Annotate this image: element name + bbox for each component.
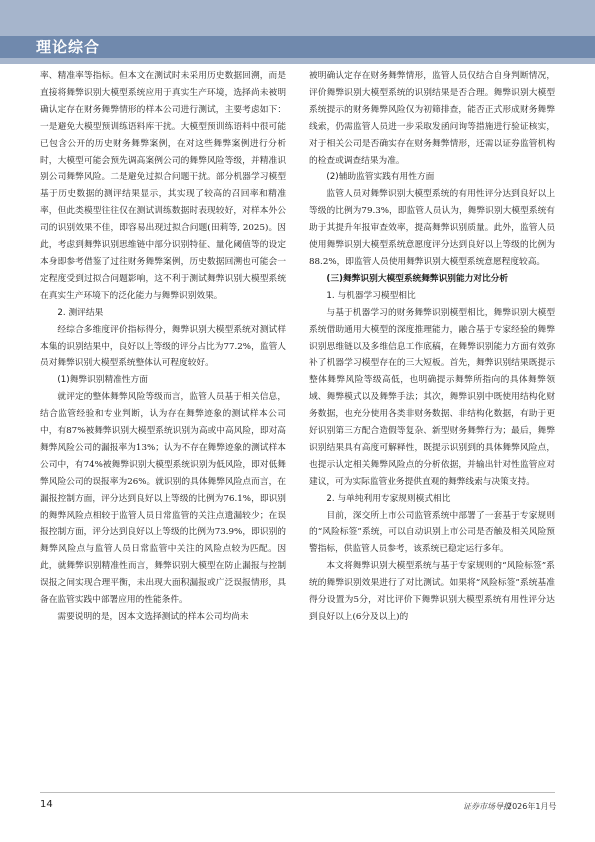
issue-label: 2026年1月号 [507, 802, 557, 811]
subheading: (1)舞弊识别精准性方面 [57, 375, 148, 386]
subheading: 2. 测评结果 [57, 307, 104, 318]
paragraph: 被明确认定存在财务舞弊情形，监管人员仅结合自身判断情况，评价舞弊识别大模型系统的识别结果是否合理。舞弊识别大模型系统提示的财务舞弊风险仅为初筛排查，能否正式形成财务舞弊线索，仍需监管人员进一步采取发函问询等措施进行验证核实，对于相关公司是否确实存在财务舞弊情形，还需以证券监管机构的检查或调查结果为准。 [309, 71, 555, 166]
paragraph: 目前，深交所上市公司监管系统中部署了一套基于专家规则的“风险标签”系统，可以自动识别上市公司是否触及相关风险预警指标，供监管人员参考，该系统已稳定运行多年。 [309, 510, 555, 555]
paragraph: 本文将舞弊识别大模型系统与基于专家规则的“风险标签”系统的舞弊识别效果进行了对比测试。如果将“风险标签”系统基准得分设置为5分，对比评价下舞弊识别大模型系统有用性评分达到良好以上(6分及以上)的 [309, 561, 555, 622]
page-number: 14 [40, 799, 53, 810]
section-heading: (三)舞弊识别大模型系统舞弊识别能力对比分析 [326, 273, 509, 284]
section-label: 理论综合 [36, 38, 101, 56]
paragraph: 率、精准率等指标。但本文在测试时未采用历史数据回溯，而是直接将舞弊识别大模型系统应用于真实生产环境，选择尚未被明确认定存在财务舞弊情形的样本公司进行测试，主要考虑如下：一是避免大模型预训练语料库干扰。大模型预训练语料中很可能已包含公开的历史财务舞弊案例，在对这些舞弊案例进行分析时，大模型可能会预先调高案例公司的舞弊风险等级，并精准识别公司舞弊风险。二是避免过拟合问题干扰。部分机器学习模型基于历史数据的测评结果显示，其实现了较高的召回率和精准率，但此类模型往往仅在测试训练数据时表现较好，对样本外公司的识别效果不佳，即容易出现过拟合问题(田莉等, 2025)。因此，考虑到舞弊识别思维链中部分识别特征、量化阈值等的设定本身即参考借鉴了过往财务舞弊案例，历史数据回溯也可能会一定程度受到过拟合问题影响，这不利于测试舞弊识别大模型系统在真实生产环境下的泛化能力与舞弊识别效果。 [40, 71, 286, 301]
subheading: 2. 与单纯利用专家规则模式相比 [326, 493, 451, 504]
paragraph: 需要说明的是，因本文选择测试的样本公司均尚未 [57, 612, 249, 622]
paragraph: 就评定的整体舞弊风险等级而言，监管人员基于相关信息，结合监管经验和专业判断，认为存在舞弊迹象的测试样本公司中，有87%被舞弊识别大模型系统识别为高或中高风险，即对高舞弊风险公司的漏报率为13%；认为不存在舞弊迹象的测试样本公司中，有74%被舞弊识别大模型系统识别为低风险，即对低舞弊风险公司的误报率为26%。就识别的具体舞弊风险点而言，在漏报控制方面，评分达到良好以上等级的比例为76.1%，即识别的舞弊风险点相较于监管人员日常监管的关注点遗漏较少；在误报控制方面，评分达到良好以上等级的比例为73.9%，即识别的舞弊风险点与监管人员日常监管中关注的风险点较为匹配。因此，就舞弊识别精准性而言，舞弊识别大模型在防止漏报与控制误报之间实现合理平衡，未出现大面积漏报或广泛误报情形，具备在监管实践中部署应用的性能条件。 [40, 392, 286, 606]
left-column [40, 68, 286, 763]
right-column [309, 68, 555, 763]
subheading: 1. 与机器学习模型相比 [326, 290, 416, 301]
journal-name: 证券市场导报 [463, 802, 511, 811]
paragraph: 监管人员对舞弊识别大模型系统的有用性评分达到良好以上等级的比例为79.3%，即监管人员认为，舞弊识别大模型系统有助于其提升年报审查效率，提高舞弊识别质量。此外，监管人员使用舞弊识别大模型系统意愿度评分达到良好以上等级的比例为88.2%，即监管人员使用舞弊识别大模型系统意愿程度较高。 [309, 189, 555, 267]
paragraph: 经综合多维度评价指标得分，舞弊识别大模型系统对测试样本集的识别结果中，良好以上等级的评分占比为77.2%，监管人员对舞弊识别大模型系统整体认可程度较好。 [40, 324, 286, 369]
paragraph: 与基于机器学习的财务舞弊识别模型相比，舞弊识别大模型系统借助通用大模型的深度推理能力，融合基于专家经验的舞弊识别思维链以及多维信息工作底稿，在舞弊识别能力方面有效弥补了机器学习模型存在的三大短板。首先，舞弊识别结果既提示整体舞弊风险等级高低，也明确提示舞弊所指向的具体舞弊领域、舞弊模式以及舞弊手法；其次，舞弊识别中既使用结构化财务数据，也充分使用各类非财务数据、非结构化数据，有助于更好识别第三方配合造假等复杂、新型财务舞弊行为；最后，舞弊识别结果具有高度可解释性，既提示识别到的具体舞弊风险点，也提示认定相关舞弊风险点的分析依据，并输出针对性监管应对建议，可为实际监管业务提供直观的舞弊线索与决策支持。 [309, 307, 555, 487]
subheading: (2)辅助监管实践有用性方面 [326, 172, 435, 183]
footer-divider [40, 792, 555, 793]
